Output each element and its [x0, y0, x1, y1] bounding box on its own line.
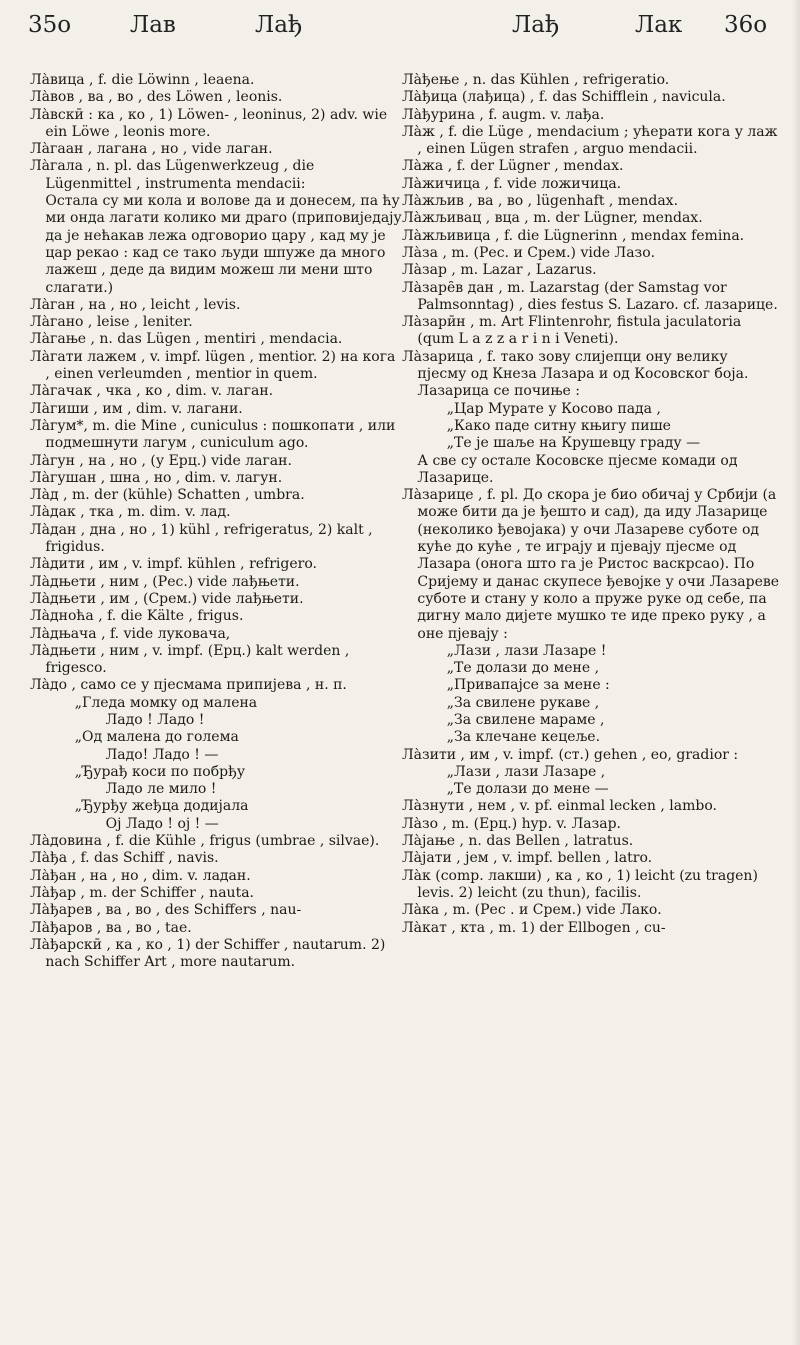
left-column — [30, 72, 402, 971]
dictionary-entry: Ла̀гиши , им , dim. v. лагани. — [30, 400, 243, 417]
dictionary-entry: Ла̀ђарев , ва , во , des Schiffers , nau- — [30, 902, 302, 919]
verse-line: „Те је шаље на Крушевцу граду — — [446, 435, 701, 452]
dictionary-entry: Ла̀гање , n. das Lügen , mentiri , mendacia. — [30, 331, 343, 348]
dictionary-entry: Ла̀гачак , чка , ко , dim. v. лаган. — [30, 383, 274, 400]
dictionary-entry: Ла̀гум*, m. die Mine , cuniculus : пошкопати , или подмешнути лагум , cuniculum ago. — [30, 417, 396, 452]
dictionary-entry: Ла̀јање , n. das Bellen , latratus. — [402, 833, 634, 850]
dictionary-entry: Ла̀до , само се у пјесмама припијева , н. п. — [30, 677, 347, 694]
dictionary-entry: Ла̀гаан , лагана , но , vide лаган. — [30, 141, 273, 158]
dictionary-entry: Ла̀ђа , f. das Schiff , navis. — [30, 850, 219, 867]
dictionary-entry: Ла̀ђарскӣ , ка , ко , 1) der Schiffer , nautarum. 2) nach Schiffer Art , more nautarum. — [30, 936, 386, 971]
verse-line: „Те долази до мене — — [446, 781, 609, 798]
page-number-right: 36о — [724, 12, 768, 38]
dictionary-entry: Ла̀ж , f. die Lüge , mendacium ; ућерати кога у лаж , einen Lügen strafen , arguo mendacii. — [402, 123, 778, 158]
dictionary-entry: Ла̀дњети , ним , v. impf. (Ерц.) kalt werden , frigesco. — [30, 642, 350, 677]
verse-refrain: Ладо ! Ладо ! — [105, 711, 205, 728]
verse-line: „Те долази до мене , — [446, 660, 600, 677]
dictionary-entry: Ла̀ђица (лађица) , f. das Schifflein , navicula. — [402, 89, 726, 106]
dictionary-entry: Ла̀ган , на , но , leicht , levis. — [30, 296, 241, 313]
dictionary-entry: Ла̀гати лажем , v. impf. lügen , mentior. 2) на кога , einen verleumden , mentior in quem. — [30, 348, 396, 383]
dictionary-entry: Ла̀вскӣ : ка , ко , 1) Löwen- , leoninus, 2) adv. wie ein Löwe , leonis more. — [30, 106, 388, 140]
dictionary-entry: Ла̀дњети , ним , (Рес.) vide лађњети. — [30, 573, 300, 590]
dictionary-entry: Ла̀ђан , на , но , dim. v. ладан. — [30, 867, 251, 884]
dictionary-entry: Ла̀довина , f. die Kühle , frigus (umbrae , silvae). — [30, 833, 380, 850]
dictionary-entry: Ла̀гун , на , но , (у Ерц.) vide лаган. — [30, 452, 292, 469]
dictionary-entry: Ла̀ђаров , ва , во , tae. — [30, 919, 192, 936]
guide-word-left-1: Лав — [130, 12, 176, 38]
guide-word-right-2: Лак — [635, 12, 683, 38]
dictionary-entry: Ла̀зарӣн , m. Art Flintenrohr, fistula jaculatoria (qum L a z z a r i n i Veneti). — [402, 314, 742, 348]
verse-line: „За свилене мараме , — [446, 711, 605, 728]
dictionary-entry: Ла̀дан , дна , но , 1) kühl , refrigeratus, 2) kalt , frigidus. — [30, 521, 373, 556]
entry-continuation: А све су остале Косовске пјесме комади од Лазарице. — [417, 452, 738, 486]
dictionary-entry: Ла̀заре̑в дан , m. Lazarstag (der Samstag vor Palmsonntag) , dies festus S. Lazaro. cf. лазарице. — [402, 279, 778, 313]
dictionary-entry: Ла̀жљивац , вца , m. der Lügner, mendax. — [402, 210, 703, 227]
dictionary-entry: Ла̀ка , m. (Рес . и Срем.) vide Лако. — [402, 902, 662, 919]
dictionary-entry: Ла̀зо , m. (Ерц.) hyp. v. Лазар. — [402, 815, 621, 832]
verse-line: „Ђурађ коси по побрђу — [74, 763, 246, 780]
page-number-left: 35о — [28, 12, 72, 38]
dictionary-entry: Ла̀дити , им , v. impf. kühlen , refrigero. — [30, 556, 317, 573]
dictionary-entry: Ла̀знути , нем , v. pf. einmal lecken , lambo. — [402, 798, 717, 815]
dictionary-entry: Ла̀јати , јем , v. impf. bellen , latro. — [402, 850, 653, 867]
verse-line: „За клечане кецеље. — [446, 729, 601, 746]
dictionary-entry: Ла̀жљив , ва , во , lügenhaft , mendax. — [402, 193, 679, 210]
dictionary-entry: Ла̀вица , f. die Löwinn , leaena. — [30, 72, 255, 88]
dictionary-entry: Ла̀ђурина , f. augm. v. лађа. — [402, 106, 605, 123]
page-edge-shadow — [792, 0, 800, 1345]
dictionary-entry: Ла̀дноћа , f. die Kälte , frigus. — [30, 608, 244, 625]
verse-refrain: Ладо ле мило ! — [105, 781, 217, 798]
dictionary-entry: Ла̀дак , тка , m. dim. v. лад. — [30, 504, 231, 521]
dictionary-entry: Ла̀д , m. der (kühle) Schatten , umbra. — [30, 487, 305, 504]
verse-line: „Лази , лази Лазаре , — [446, 763, 606, 780]
dictionary-entry: Ла̀жичица , f. vide ложичица. — [402, 175, 622, 192]
verse-line: „Гледа момку од малена — [74, 694, 258, 711]
verse-refrain: Ладо! Ладо ! — — [105, 746, 219, 763]
dictionary-entry: Ла̀зити , им , v. impf. (ст.) gehen , eo, gradior : — [402, 746, 739, 763]
dictionary-entry: Ла̀гано , leise , leniter. — [30, 314, 193, 331]
dictionary-entry: Ла̀ђар , m. der Schiffer , nauta. — [30, 884, 254, 901]
dictionary-entry: Ла̀зарица , f. тако зову слијепци ону велику пјесму од Кнеза Лазара и од Косовског боја. Лазарица се почиње : — [402, 348, 749, 400]
verse-line: „Како паде ситну књигу пише — [446, 417, 671, 434]
dictionary-entry: Ла̀вов , ва , во , des Löwen , leonis. — [30, 89, 283, 106]
right-column — [402, 72, 780, 937]
dictionary-entry: Ла̀гушан , шна , но , dim. v. лагун. — [30, 469, 283, 486]
verse-line: „Цар Мурате у Косово пада , — [446, 400, 661, 417]
dictionary-entry: Ла̀к (comp. лакши) , ка , ко , 1) leicht (zu tragen) levis. 2) leicht (zu thun), facilis. — [402, 867, 758, 901]
dictionary-entry: Ла̀жа , f. der Lügner , mendax. — [402, 158, 624, 175]
entry-example: Остала су ми кола и волове да и донесем, па ћу ми онда лагати колико ми драго (приповиједају да је нећакав лежа одговорио цару , кад му је цар рекао : кад се тако људи шпуже да много лажеш , деде да видим можеш ли мени што слагати.) — [45, 193, 402, 296]
guide-word-left-2: Лађ — [255, 12, 303, 38]
dictionary-entry: Ла̀гала , n. pl. das Lügenwerkzeug , die Lügenmittel , instrumenta mendacii: — [30, 158, 315, 192]
dictionary-entry: Ла̀зар , m. Lazar , Lazarus. — [402, 262, 597, 279]
dictionary-entry: Ла̀дњача , f. vide луковача, — [30, 625, 231, 642]
guide-word-right-1: Лађ — [512, 12, 560, 38]
dictionary-entry: Ла̀дњети , им , (Срем.) vide лађњети. — [30, 590, 304, 607]
verse-line: „Привапајсе за мене : — [446, 677, 610, 694]
dictionary-entry: Ла̀ђење , n. das Kühlen , refrigeratio. — [402, 72, 670, 88]
verse-refrain: Ој Ладо ! ој ! — — [105, 815, 219, 832]
verse-line: „Лази , лази Лазаре ! — [446, 642, 607, 659]
dictionary-entry: Ла̀зарице , f. pl. До скора је био обичај у Србији (а може бити да је ђешто и сад), да иду Лазарице (неколико ђевојака) у очи Лазареве суботе од куће до куће , те играју и пјевају пјесме од Лазара (онога што га је Ристос васкрсао). По Сријему и данас скупесе ђевојке у очи Лазареве суботе и стану у коло а пруже руке од себе, па дигну мало дијете мушко те иде преко руку , а оне пјевају : — [402, 487, 780, 642]
dictionary-entry: Ла̀жљивица , f. die Lügnerinn , mendax femina. — [402, 227, 745, 244]
verse-line: „Од малена до голема — [74, 729, 239, 746]
verse-line: „Ђурђу жеђца додијала — [74, 798, 249, 815]
running-header — [0, 12, 800, 58]
verse-line: „За свилене рукаве , — [446, 694, 600, 711]
dictionary-entry: Ла̀кат , кта , m. 1) der Ellbogen , cu- — [402, 919, 666, 936]
dictionary-entry: Ла̀за , m. (Рес. и Срем.) vide Лазо. — [402, 244, 656, 261]
